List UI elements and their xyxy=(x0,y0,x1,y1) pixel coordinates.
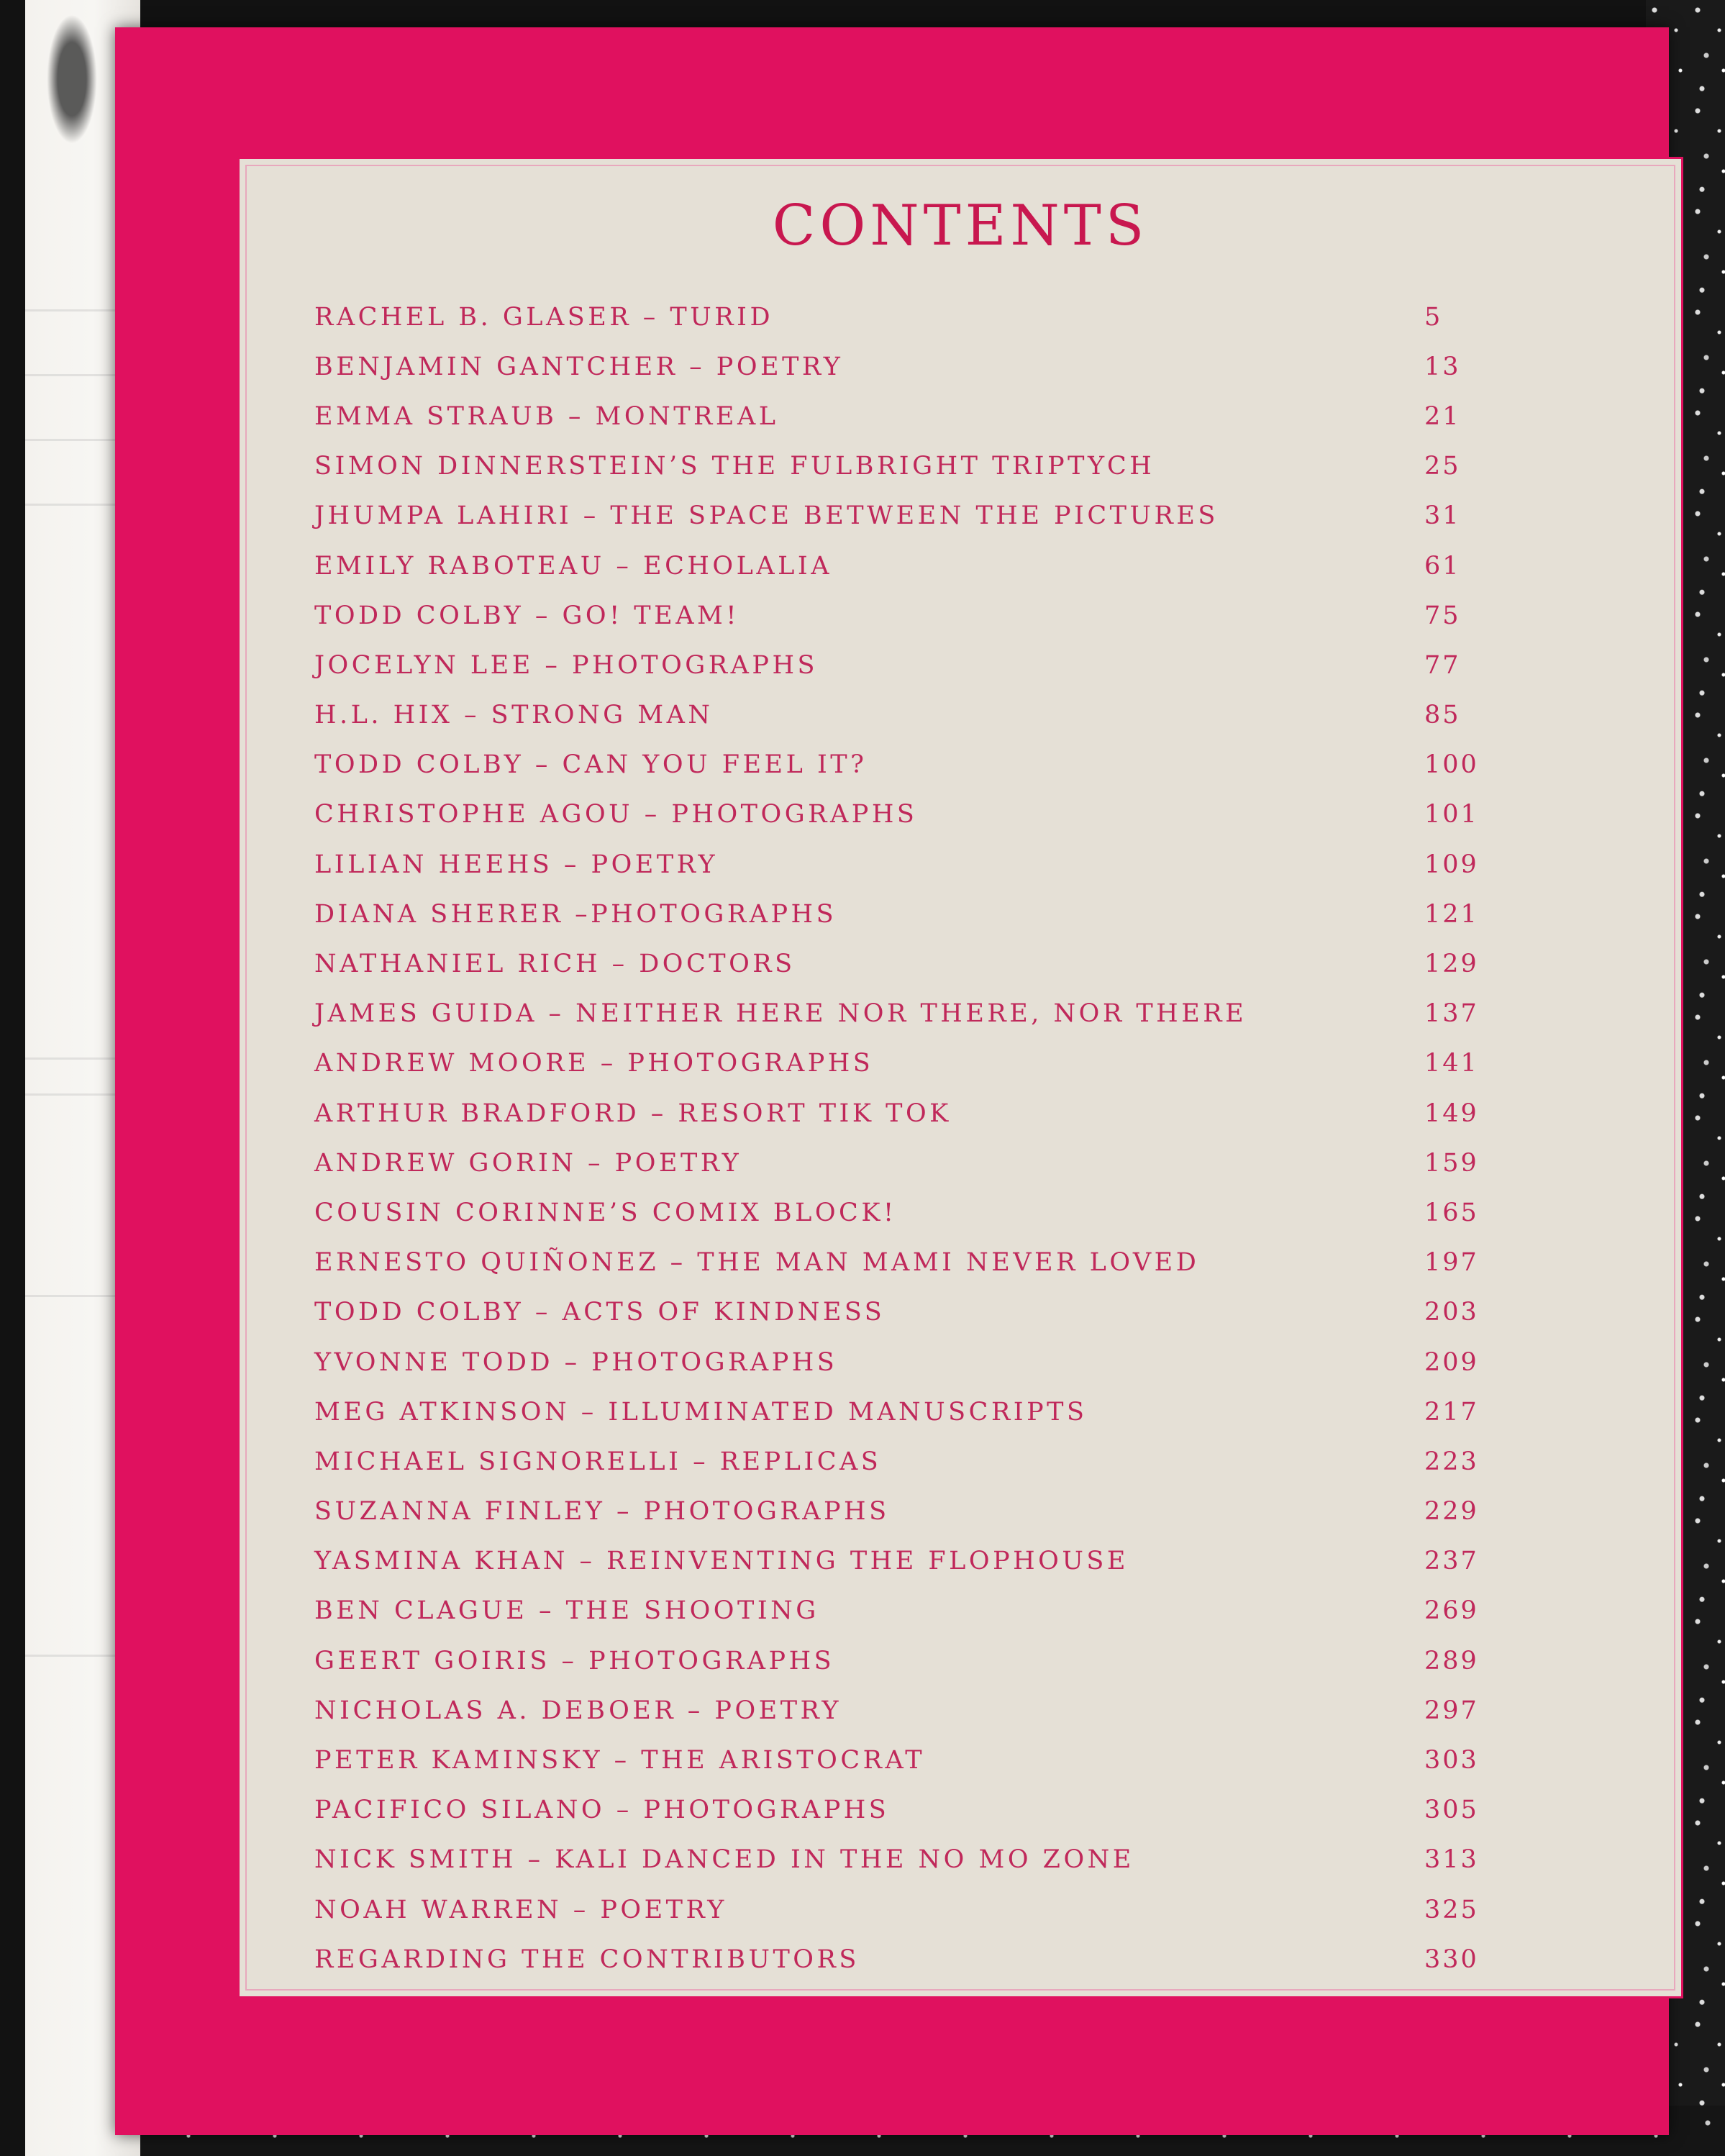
toc-entry-title: ERNESTO QUIÑONEZ – THE MAN MAMI NEVER LOVED xyxy=(314,1248,1200,1278)
toc-entry xyxy=(314,1487,1580,1537)
toc-entry xyxy=(314,640,1580,690)
contents-panel xyxy=(237,157,1683,1998)
toc-entry-title: PACIFICO SILANO – PHOTOGRAPHS xyxy=(314,1796,890,1825)
toc-entry-title: EMMA STRAUB – MONTREAL xyxy=(314,401,779,431)
toc-entry-title: ANDREW GORIN – POETRY xyxy=(314,1148,742,1178)
toc-entry-title: ARTHUR BRADFORD – RESORT TIK TOK xyxy=(314,1099,952,1128)
toc-entry xyxy=(314,1387,1580,1437)
toc-entry-title: BEN CLAGUE – THE SHOOTING xyxy=(314,1596,819,1626)
toc-entry-title: LILIAN HEEHS – POETRY xyxy=(314,850,719,879)
toc-entry xyxy=(314,1337,1580,1387)
contents-list xyxy=(314,292,1580,1984)
toc-entry-title: PETER KAMINSKY – THE ARISTOCRAT xyxy=(314,1746,926,1775)
toc-entry-page-number: 269 xyxy=(1424,1596,1479,1626)
toc-entry-title: GEERT GOIRIS – PHOTOGRAPHS xyxy=(314,1646,835,1675)
toc-entry xyxy=(314,1686,1580,1735)
toc-entry-title: ANDREW MOORE – PHOTOGRAPHS xyxy=(314,1049,874,1078)
toc-entry-page-number: 121 xyxy=(1424,899,1479,929)
toc-entry-page-number: 297 xyxy=(1424,1696,1479,1725)
toc-entry-title: NICHOLAS A. DEBOER – POETRY xyxy=(314,1696,842,1725)
toc-entry-title: NATHANIEL RICH – DOCTORS xyxy=(314,950,796,979)
toc-entry xyxy=(314,292,1580,342)
toc-entry-page-number: 330 xyxy=(1424,1945,1479,1974)
toc-entry-page-number: 100 xyxy=(1424,750,1479,780)
toc-entry xyxy=(314,342,1580,391)
toc-entry-title: BENJAMIN GANTCHER – POETRY xyxy=(314,352,844,381)
toc-entry-title: H.L. HIX – STRONG MAN xyxy=(314,701,714,730)
toc-entry xyxy=(314,1835,1580,1885)
toc-entry xyxy=(314,790,1580,840)
toc-entry xyxy=(314,1138,1580,1188)
toc-entry-page-number: 305 xyxy=(1424,1796,1479,1825)
toc-entry xyxy=(314,1735,1580,1785)
toc-entry-title: DIANA SHERER –PHOTOGRAPHS xyxy=(314,899,837,929)
toc-entry-title: NOAH WARREN – POETRY xyxy=(314,1895,727,1924)
toc-entry-page-number: 61 xyxy=(1424,551,1461,581)
toc-entry-title: NICK SMITH – KALI DANCED IN THE NO MO ZONE xyxy=(314,1845,1134,1875)
toc-entry xyxy=(314,989,1580,1039)
toc-entry xyxy=(314,1238,1580,1288)
toc-entry xyxy=(314,1537,1580,1586)
toc-entry xyxy=(314,1885,1580,1934)
toc-entry xyxy=(314,1088,1580,1138)
toc-entry-title: MICHAEL SIGNORELLI – REPLICAS xyxy=(314,1447,882,1476)
page-title: CONTENTS xyxy=(772,194,1149,258)
toc-entry-page-number: 165 xyxy=(1424,1198,1479,1227)
toc-entry-page-number: 75 xyxy=(1424,601,1461,630)
toc-entry-title: TODD COLBY – ACTS OF KINDNESS xyxy=(314,1298,886,1327)
toc-entry-page-number: 197 xyxy=(1424,1248,1479,1278)
toc-entry xyxy=(314,1586,1580,1636)
toc-entry-page-number: 149 xyxy=(1424,1099,1479,1128)
toc-entry xyxy=(314,1188,1580,1237)
toc-entry-title: JOCELYN LEE – PHOTOGRAPHS xyxy=(314,650,818,680)
toc-entry-page-number: 31 xyxy=(1424,501,1461,531)
toc-entry-title: JAMES GUIDA – NEITHER HERE NOR THERE, NOR THERE xyxy=(314,999,1247,1029)
toc-entry xyxy=(314,1039,1580,1088)
toc-entry-page-number: 5 xyxy=(1424,302,1443,332)
toc-entry xyxy=(314,740,1580,790)
toc-entry-title: MEG ATKINSON – ILLUMINATED MANUSCRIPTS xyxy=(314,1397,1088,1427)
toc-entry xyxy=(314,491,1580,541)
toc-entry-title: RACHEL B. GLASER – TURID xyxy=(314,302,774,332)
toc-entry-title: TODD COLBY – GO! TEAM! xyxy=(314,601,739,630)
toc-entry-page-number: 109 xyxy=(1424,850,1479,879)
toc-entry xyxy=(314,1786,1580,1835)
toc-entry xyxy=(314,1934,1580,1984)
toc-entry-title: JHUMPA LAHIRI – THE SPACE BETWEEN THE PICTURES xyxy=(314,501,1219,531)
toc-entry-page-number: 229 xyxy=(1424,1497,1479,1527)
toc-entry xyxy=(314,840,1580,889)
toc-entry-title: SUZANNA FINLEY – PHOTOGRAPHS xyxy=(314,1497,890,1527)
toc-entry xyxy=(314,1636,1580,1686)
toc-entry-title: EMILY RABOTEAU – ECHOLALIA xyxy=(314,551,832,581)
toc-entry xyxy=(314,1288,1580,1337)
toc-entry-page-number: 237 xyxy=(1424,1547,1479,1576)
toc-entry-title: TODD COLBY – CAN YOU FEEL IT? xyxy=(314,750,868,780)
toc-entry-title: SIMON DINNERSTEIN’S THE FULBRIGHT TRIPTYCH xyxy=(314,452,1155,481)
toc-entry xyxy=(314,889,1580,939)
toc-entry-page-number: 159 xyxy=(1424,1148,1479,1178)
facing-page-illustration xyxy=(47,14,97,144)
toc-entry-page-number: 325 xyxy=(1424,1895,1479,1924)
toc-entry-page-number: 217 xyxy=(1424,1397,1479,1427)
toc-entry-title: YVONNE TODD – PHOTOGRAPHS xyxy=(314,1347,838,1377)
toc-entry xyxy=(314,939,1580,988)
toc-entry-page-number: 13 xyxy=(1424,352,1461,381)
toc-entry-page-number: 209 xyxy=(1424,1347,1479,1377)
toc-entry-page-number: 77 xyxy=(1424,650,1461,680)
toc-entry-page-number: 129 xyxy=(1424,950,1479,979)
toc-entry-page-number: 289 xyxy=(1424,1646,1479,1675)
toc-entry-page-number: 203 xyxy=(1424,1298,1479,1327)
toc-entry-page-number: 101 xyxy=(1424,800,1479,829)
toc-entry-page-number: 85 xyxy=(1424,701,1461,730)
toc-entry xyxy=(314,442,1580,491)
toc-entry-page-number: 223 xyxy=(1424,1447,1479,1476)
toc-entry-page-number: 137 xyxy=(1424,999,1479,1029)
toc-entry xyxy=(314,1437,1580,1486)
toc-entry xyxy=(314,541,1580,591)
toc-entry-title: CHRISTOPHE AGOU – PHOTOGRAPHS xyxy=(314,800,918,829)
toc-entry-title: COUSIN CORINNE’S COMIX BLOCK! xyxy=(314,1198,897,1227)
toc-entry-page-number: 313 xyxy=(1424,1845,1479,1875)
toc-entry-page-number: 21 xyxy=(1424,401,1461,431)
toc-entry-page-number: 303 xyxy=(1424,1746,1479,1775)
toc-entry-page-number: 141 xyxy=(1424,1049,1479,1078)
toc-entry xyxy=(314,391,1580,441)
toc-entry-page-number: 25 xyxy=(1424,452,1461,481)
toc-entry xyxy=(314,691,1580,740)
toc-entry-title: REGARDING THE CONTRIBUTORS xyxy=(314,1945,860,1974)
toc-entry-title: YASMINA KHAN – REINVENTING THE FLOPHOUSE xyxy=(314,1547,1129,1576)
toc-entry xyxy=(314,591,1580,640)
